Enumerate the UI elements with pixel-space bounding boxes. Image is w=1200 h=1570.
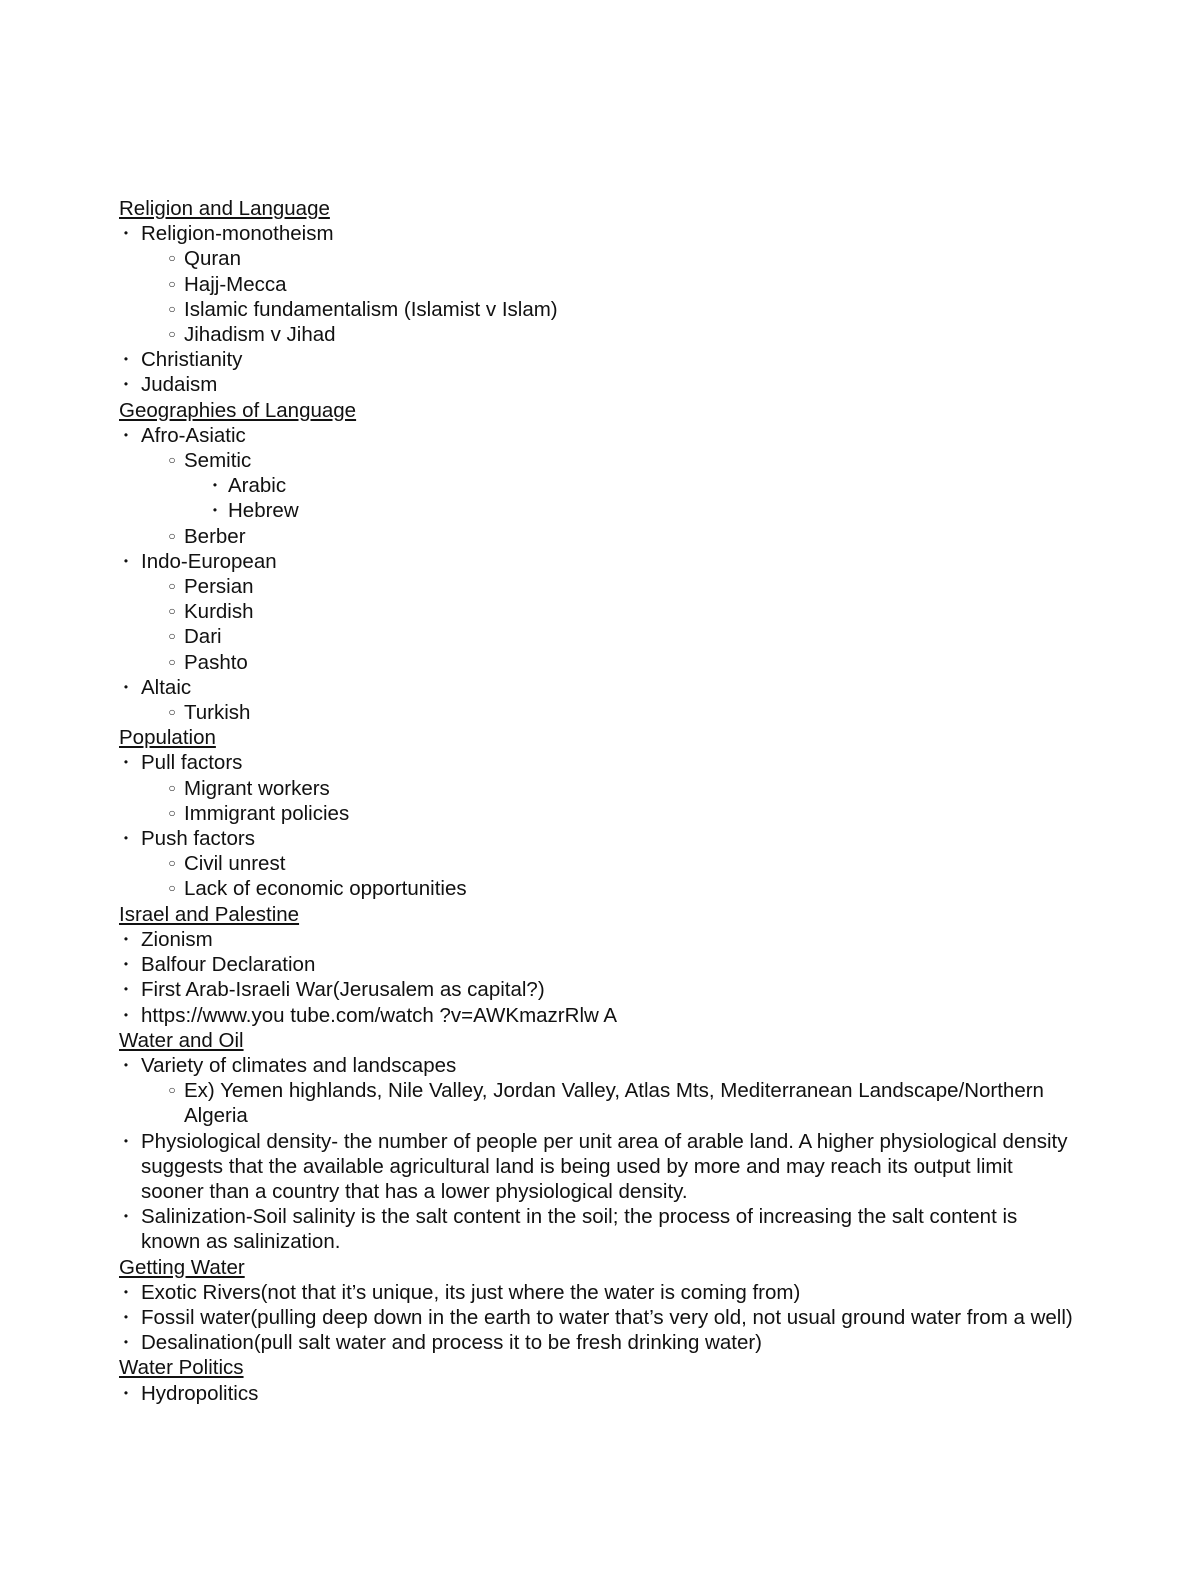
- section-heading: Population: [119, 726, 216, 750]
- hollow-bullet-icon: ○: [168, 654, 176, 669]
- list-item: [119, 851, 1079, 876]
- bullet-icon: •: [123, 427, 129, 442]
- section-heading: Water and Oil: [119, 1028, 244, 1052]
- list-item-text: Islamic fundamentalism (Islamist v Islam): [184, 297, 558, 321]
- bullet-icon: •: [123, 931, 129, 946]
- bullet-icon: •: [123, 1007, 129, 1022]
- list-item-text: Altaic: [141, 675, 192, 699]
- list-item-text: Physiological density- the number of people per unit area of arable land. A higher physiological density suggests that the available agricultural land is being used by more and may reach its output limit sooner than a country that has a lower physiological density.: [141, 1129, 1068, 1203]
- hollow-bullet-icon: ○: [168, 528, 176, 543]
- bullet-icon: •: [212, 478, 218, 493]
- hollow-bullet-icon: ○: [168, 1083, 176, 1098]
- bullet-icon: •: [123, 982, 129, 997]
- list-item: [119, 448, 1079, 473]
- list-item: [119, 423, 1079, 448]
- section-heading: Getting Water: [119, 1255, 245, 1279]
- bullet-icon: •: [123, 1209, 129, 1224]
- list-item-text: https://www.you tube.com/watch ?v=AWKmazrRlw A: [141, 1003, 618, 1027]
- list-item-text: Arabic: [228, 474, 287, 498]
- list-item: [119, 524, 1079, 549]
- section-heading: Israel and Palestine: [119, 902, 300, 926]
- list-item: [119, 1305, 1079, 1330]
- list-item: [119, 750, 1079, 775]
- hollow-bullet-icon: ○: [168, 604, 176, 619]
- list-item-text: Hydropolitics: [141, 1381, 259, 1405]
- list-item: [119, 927, 1079, 952]
- list-item-text: Turkish: [184, 701, 251, 725]
- list-item-text: Judaism: [141, 373, 218, 397]
- bullet-icon: •: [123, 1133, 129, 1148]
- list-item-text: Lack of economic opportunities: [184, 877, 467, 901]
- bullet-icon: •: [123, 1335, 129, 1350]
- list-item-text: Persian: [184, 575, 254, 599]
- list-item-text: Zionism: [141, 927, 213, 951]
- list-item: [119, 952, 1079, 977]
- list-item: [119, 1330, 1079, 1355]
- list-item-text: Fossil water(pulling deep down in the earth to water that’s very old, not usual ground water from a well): [141, 1305, 1073, 1329]
- list-item-text: Hajj-Mecca: [184, 272, 287, 296]
- list-item: [119, 246, 1079, 271]
- list-item-text: Salinization-Soil salinity is the salt content in the soil; the process of increasing the salt content is known as salinization.: [141, 1205, 1018, 1254]
- bullet-icon: •: [123, 352, 129, 367]
- list-item-text: Variety of climates and landscapes: [141, 1053, 457, 1077]
- bullet-icon: •: [123, 377, 129, 392]
- list-item: [119, 221, 1079, 246]
- bullet-icon: •: [123, 755, 129, 770]
- list-item: [119, 776, 1079, 801]
- list-item-text: Exotic Rivers(not that it’s unique, its just where the water is coming from): [141, 1280, 801, 1304]
- list-item: [119, 347, 1079, 372]
- bullet-icon: •: [123, 831, 129, 846]
- list-item: [119, 650, 1079, 675]
- list-item: [119, 1003, 1079, 1028]
- hollow-bullet-icon: ○: [168, 780, 176, 795]
- hollow-bullet-icon: ○: [168, 629, 176, 644]
- list-item-text: Hebrew: [228, 499, 299, 523]
- hollow-bullet-icon: ○: [168, 705, 176, 720]
- bullet-icon: •: [123, 226, 129, 241]
- list-item-text: Pashto: [184, 650, 248, 674]
- hollow-bullet-icon: ○: [168, 805, 176, 820]
- list-item: [119, 675, 1079, 700]
- list-item-text: Quran: [184, 247, 241, 271]
- bullet-icon: •: [123, 1309, 129, 1324]
- bullet-icon: •: [123, 679, 129, 694]
- list-item: [119, 297, 1079, 322]
- section-heading: Water Politics: [119, 1356, 244, 1380]
- list-item: [119, 1078, 1079, 1128]
- list-item-text: Migrant workers: [184, 776, 330, 800]
- list-item: [119, 977, 1079, 1002]
- list-item-text: Balfour Declaration: [141, 953, 316, 977]
- hollow-bullet-icon: ○: [168, 301, 176, 316]
- list-item-text: Immigrant policies: [184, 801, 350, 825]
- list-item: [119, 1204, 1079, 1254]
- list-item: [119, 1129, 1079, 1205]
- list-item: [119, 599, 1079, 624]
- hollow-bullet-icon: ○: [168, 579, 176, 594]
- list-item: [119, 700, 1079, 725]
- list-item: [119, 549, 1079, 574]
- list-item-text: Pull factors: [141, 751, 243, 775]
- bullet-icon: •: [123, 1057, 129, 1072]
- bullet-icon: •: [123, 1284, 129, 1299]
- list-item: [119, 826, 1079, 851]
- hollow-bullet-icon: ○: [168, 453, 176, 468]
- list-item-text: Dari: [184, 625, 222, 649]
- list-item-text: Jihadism v Jihad: [184, 323, 336, 347]
- list-item: [119, 1280, 1079, 1305]
- list-item-text: First Arab-Israeli War(Jerusalem as capital?): [141, 978, 545, 1002]
- list-item-text: Afro-Asiatic: [141, 423, 246, 447]
- hollow-bullet-icon: ○: [168, 881, 176, 896]
- list-item: [119, 372, 1079, 397]
- list-item: [119, 473, 1079, 498]
- bullet-icon: •: [123, 553, 129, 568]
- list-item: [119, 272, 1079, 297]
- bullet-icon: •: [123, 957, 129, 972]
- section-heading: Geographies of Language: [119, 398, 357, 422]
- list-item-text: Civil unrest: [184, 852, 286, 876]
- list-item: [119, 801, 1079, 826]
- list-item-text: Ex) Yemen highlands, Nile Valley, Jordan Valley, Atlas Mts, Mediterranean Landscape/Northern Algeria: [184, 1079, 1044, 1128]
- list-item: [119, 624, 1079, 649]
- section-heading: Religion and Language: [119, 197, 330, 220]
- hollow-bullet-icon: ○: [168, 276, 176, 291]
- list-item-text: Christianity: [141, 348, 243, 372]
- list-item-text: Religion-monotheism: [141, 222, 334, 246]
- hollow-bullet-icon: ○: [168, 327, 176, 342]
- list-item-text: Kurdish: [184, 600, 254, 624]
- list-item-text: Berber: [184, 524, 246, 548]
- bullet-icon: •: [212, 503, 218, 518]
- hollow-bullet-icon: ○: [168, 251, 176, 266]
- list-item-text: Push factors: [141, 827, 255, 851]
- list-item: [119, 1381, 1079, 1406]
- list-item-text: Indo-European: [141, 549, 277, 573]
- list-item-text: Desalination(pull salt water and process it to be fresh drinking water): [141, 1331, 762, 1355]
- list-item: [119, 498, 1079, 523]
- hollow-bullet-icon: ○: [168, 856, 176, 871]
- list-item: [119, 1053, 1079, 1078]
- notes-document: [119, 196, 1079, 1406]
- list-item: [119, 574, 1079, 599]
- bullet-icon: •: [123, 1385, 129, 1400]
- list-item-text: Semitic: [184, 449, 252, 473]
- list-item: [119, 876, 1079, 901]
- list-item: [119, 322, 1079, 347]
